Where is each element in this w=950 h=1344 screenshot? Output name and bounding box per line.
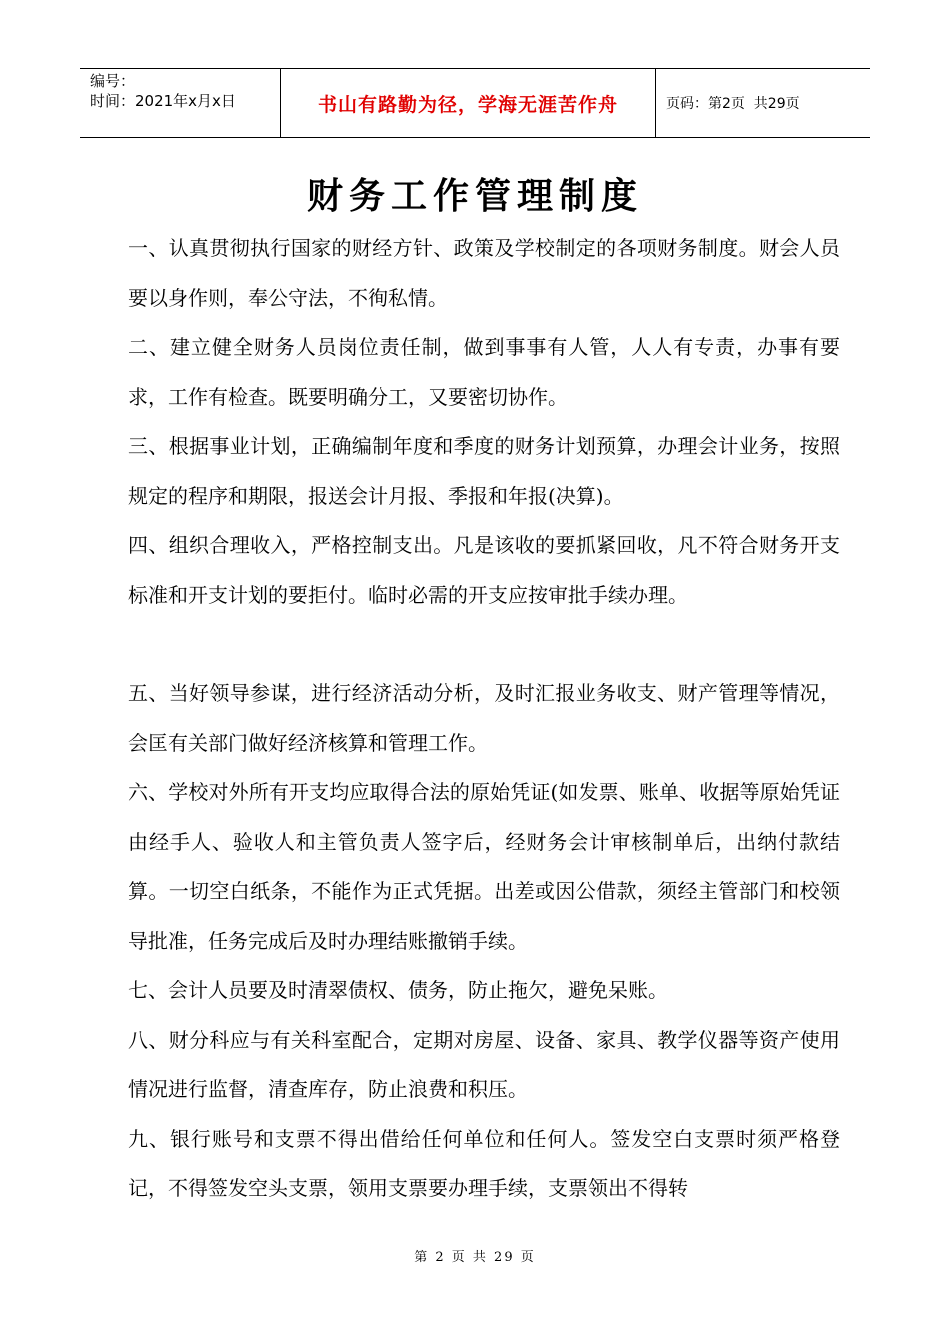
paragraph-3: 三、根据事业计划，正确编制年度和季度的财务计划预算，办理会计业务，按照规定的程序和期限，报送会计月报、季报和年报(决算)。 xyxy=(128,434,840,508)
paragraph-1: 一、认真贯彻执行国家的财经方针、政策及学校制定的各项财务制度。财会人员要以身作则，奉公守法，不徇私情。 xyxy=(128,236,840,310)
header-motto: 书山有路勤为径，学海无涯苦作舟 xyxy=(281,69,656,137)
page-title: 财务工作管理制度 xyxy=(306,175,643,217)
document-number-label: 编号： xyxy=(90,72,136,90)
paragraph-2: 二、建立健全财务人员岗位责任制，做到事事有人管，人人有专责，办事有要求，工作有检查。既要明确分工，又要密切协作。 xyxy=(128,335,840,409)
paragraph-8: 八、财分科应与有关科室配合，定期对房屋、设备、家具、教学仪器等资产使用情况进行监督，清查库存，防止浪费和积压。 xyxy=(128,1027,840,1101)
page-footer: 第 2 页 共 29 页 xyxy=(414,1250,536,1265)
paragraph-4: 四、组织合理收入，严格控制支出。凡是该收的要抓紧回收，凡不符合财务开支标准和开支计划的要拒付。临时必需的开支应按审批手续办理。 xyxy=(128,533,840,607)
paragraph-5: 五、当好领导参谋，进行经济活动分析，及时汇报业务收支、财产管理等情况，会匡有关部门做好经济核算和管理工作。 xyxy=(128,681,840,755)
document-body xyxy=(128,224,840,1214)
header-meta-cell xyxy=(80,69,281,137)
header-page-info: 页码：第2页 共29页 xyxy=(666,96,800,112)
header-page-info-cell xyxy=(656,69,870,137)
document-header xyxy=(80,68,870,138)
document-date-label: 时间：2021年x月x日 xyxy=(90,92,236,110)
paragraph-7: 七、会计人员要及时清翠债权、债务，防止拖欠，避免呆账。 xyxy=(128,978,668,1002)
paragraph-6: 六、学校对外所有开支均应取得合法的原始凭证(如发票、账单、收据等原始凭证由经手人、验收人和主管负责人签字后，经财务会计审核制单后，出纳付款结算。一切空白纸条，不能作为正式凭据。出差或因公借款，须经主管部门和校领导批准，任务完成后及时办理结账撤销手续。 xyxy=(128,780,840,953)
paragraph-9: 九、银行账号和支票不得出借给任何单位和任何人。签发空白支票时须严格登记，不得签发空头支票，领用支票要办理手续，支票领出不得转 xyxy=(128,1126,840,1200)
